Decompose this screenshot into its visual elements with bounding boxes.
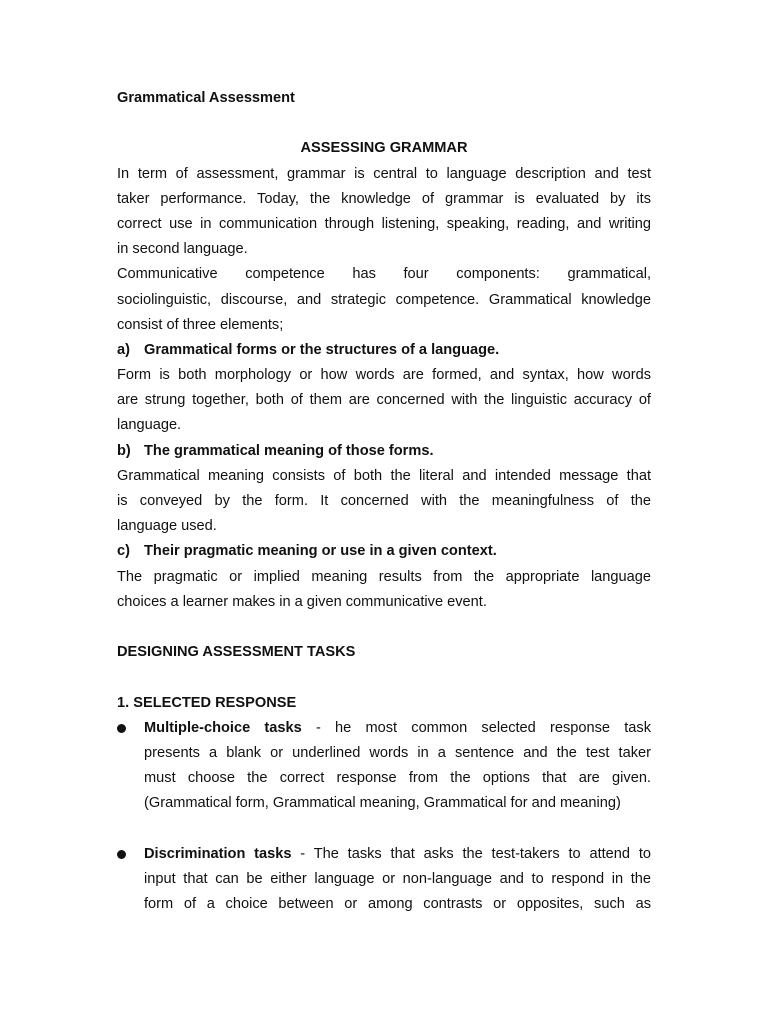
- paragraph-line: correct use in communication through listening, speaking, reading, and writing: [117, 215, 651, 232]
- element-marker: a): [117, 341, 130, 358]
- paragraph-line: taker performance. Today, the knowledge of grammar is evaluated by its: [117, 190, 651, 207]
- bullet-first-line: [144, 842, 651, 867]
- paragraph-line: sociolinguistic, discourse, and strategic competence. Grammatical knowledge: [117, 291, 651, 308]
- paragraph-line: in second language.: [117, 241, 248, 258]
- intro-paragraph: [117, 162, 651, 263]
- paragraph-line: Communicative competence has four components: grammatical,: [117, 266, 651, 283]
- element-c: [117, 539, 651, 615]
- element-marker: b): [117, 442, 131, 459]
- element-a: [117, 338, 651, 439]
- paragraph-line: consist of three elements;: [117, 316, 284, 333]
- paragraph-line: language used.: [117, 518, 217, 535]
- paragraph-line: presents a blank or underlined words in a sentence and the test taker: [144, 744, 651, 761]
- bullet-first-rest: - The tasks that asks the test-takers to attend to: [291, 845, 651, 862]
- selected-response-heading: 1. SELECTED RESPONSE: [117, 694, 297, 711]
- document-page: [117, 86, 651, 917]
- bullet-term: Discrimination tasks: [144, 845, 292, 862]
- paragraph-line: must choose the correct response from the options that are given.: [144, 770, 651, 787]
- paragraph-line: Grammatical meaning consists of both the literal and intended message that: [117, 467, 651, 484]
- paragraph-line: input that can be either language or non-language and to respond in the: [144, 870, 651, 887]
- element-b: [117, 439, 651, 540]
- element-heading-text: The grammatical meaning of those forms.: [144, 442, 434, 459]
- bullet-icon: [117, 850, 126, 859]
- bullet-first-line: [144, 716, 651, 741]
- paragraph-line: are strung together, both of them are concerned with the linguistic accuracy of: [117, 392, 651, 409]
- spacer: [117, 665, 651, 690]
- bullet-item-discrimination: [117, 842, 651, 918]
- paragraph-line: form of a choice between or among contrasts or opposites, such as: [144, 896, 651, 912]
- paragraph-line: In term of assessment, grammar is central to language description and test: [117, 165, 651, 182]
- element-heading: [117, 439, 651, 464]
- spacer: [117, 816, 651, 841]
- element-heading: [117, 338, 651, 363]
- competence-paragraph: [117, 262, 651, 338]
- element-marker: c): [117, 543, 130, 560]
- bullet-item-multiple-choice: [117, 716, 651, 817]
- bullet-first-rest: - he most common selected response task: [301, 719, 651, 736]
- designing-heading: DESIGNING ASSESSMENT TASKS: [117, 644, 356, 661]
- doc-title: Grammatical Assessment: [117, 90, 295, 106]
- bullet-icon: [117, 724, 126, 733]
- spacer: [117, 615, 651, 640]
- element-heading-text: Grammatical forms or the structures of a language.: [144, 341, 500, 358]
- paragraph-line: is conveyed by the form. It concerned with the meaningfulness of the: [117, 493, 651, 509]
- spacer: [117, 111, 651, 136]
- bullet-term: Multiple-choice tasks: [144, 719, 302, 736]
- element-heading-text: Their pragmatic meaning or use in a given context.: [144, 543, 497, 560]
- paragraph-line: The pragmatic or implied meaning results from the appropriate language: [117, 568, 651, 585]
- section-heading: ASSESSING GRAMMAR: [300, 140, 468, 157]
- paragraph-line: (Grammatical form, Grammatical meaning, Grammatical for and meaning): [144, 795, 621, 812]
- element-heading: [117, 539, 651, 564]
- paragraph-line: Form is both morphology or how words are formed, and syntax, how words: [117, 367, 651, 384]
- paragraph-line: language.: [117, 417, 182, 434]
- paragraph-line: choices a learner makes in a given communicative event.: [117, 593, 487, 610]
